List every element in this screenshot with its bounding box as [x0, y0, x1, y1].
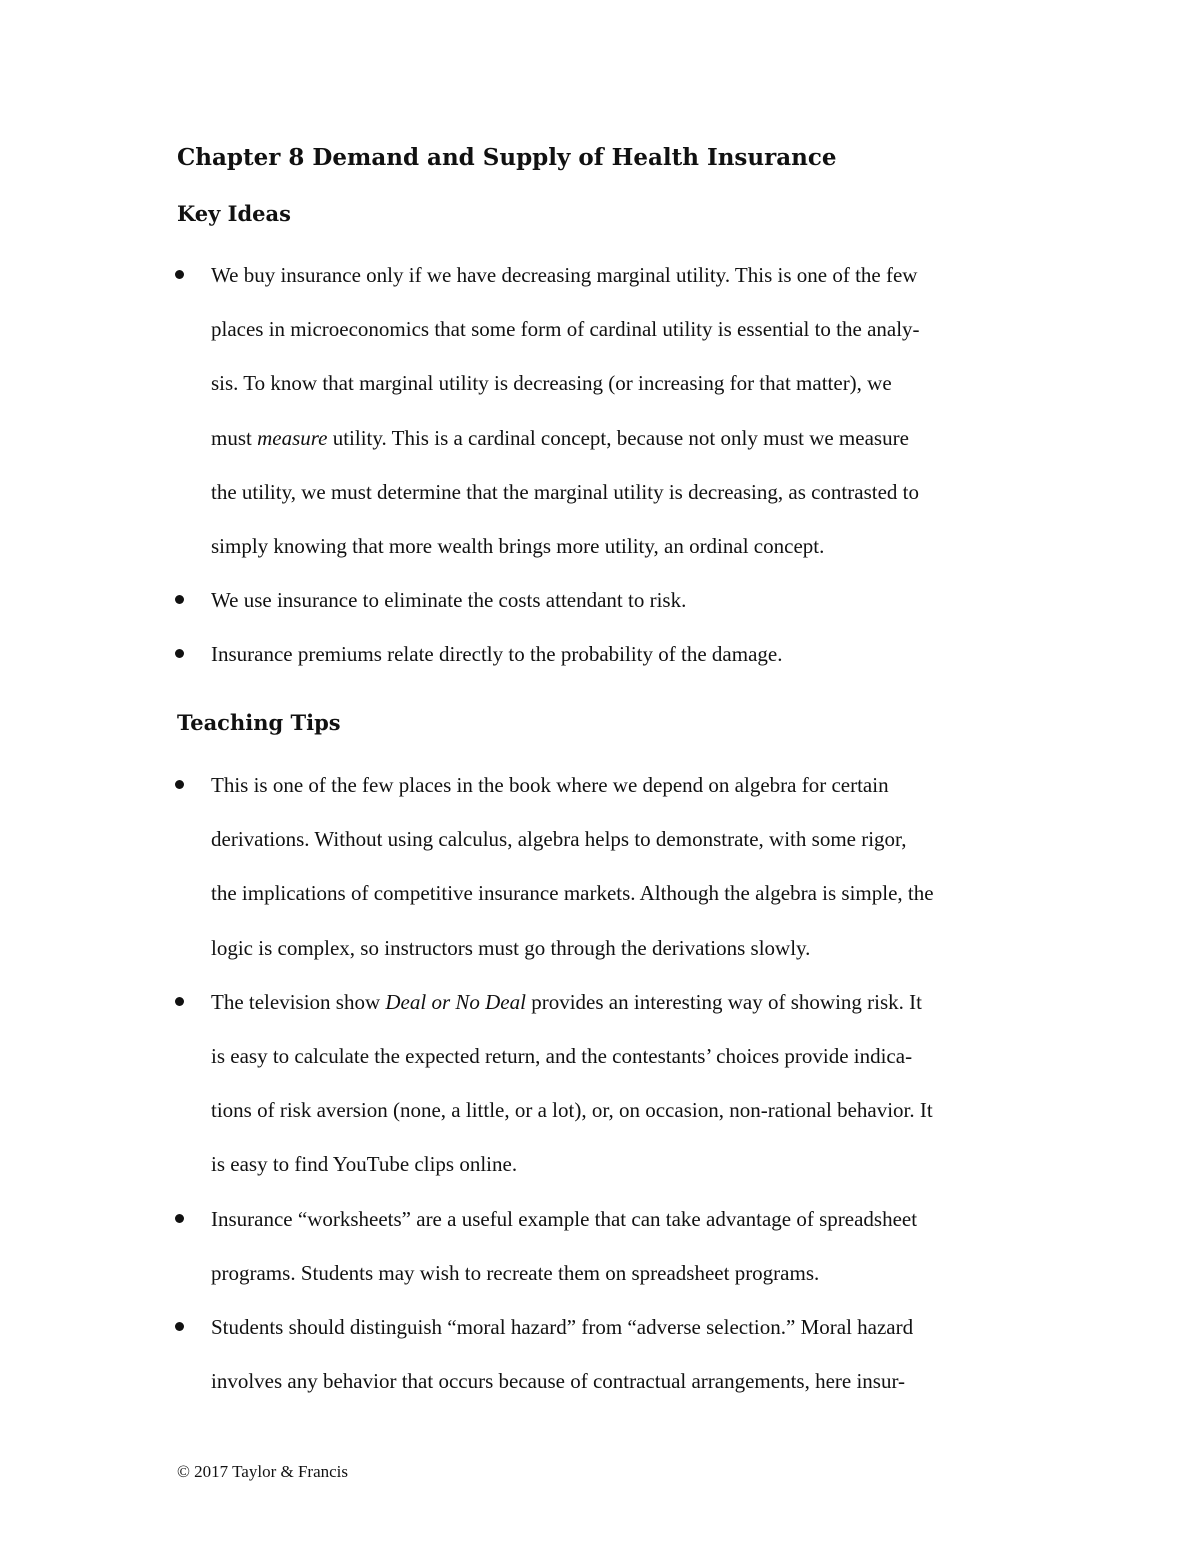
- text-line: [211, 302, 1041, 356]
- text-line: [211, 866, 1041, 920]
- text-run: This is one of the few places in the book where we depend on algebra for certain: [211, 773, 889, 797]
- text-run: tions of risk aversion (none, a little, or a lot), or, on occasion, non-rational behavior. It: [211, 1098, 933, 1123]
- teaching-tips-heading: Teaching Tips: [177, 710, 341, 735]
- text-run: The television show: [211, 989, 386, 1014]
- copyright-footer: © 2017 Taylor & Francis: [177, 1462, 349, 1481]
- italic-text: Deal or No Deal: [385, 989, 526, 1014]
- text-line: [211, 248, 1041, 302]
- text-run: logic is complex, so instructors must go through the derivations slowly.: [211, 935, 811, 960]
- text-run: sis. To know that marginal utility is decreasing (or increasing for that matter), we: [211, 371, 892, 396]
- text-run: involves any behavior that occurs because of contractual arrangements, here insur-: [211, 1369, 906, 1394]
- text-line: [211, 1246, 1041, 1300]
- text-run: simply knowing that more wealth brings more utility, an ordinal concept.: [211, 534, 825, 559]
- text-line: [211, 627, 1041, 681]
- list-item: [211, 627, 1041, 681]
- text-run: utility. This is a cardinal concept, because not only must we measure: [327, 425, 909, 450]
- text-run: derivations. Without using calculus, algebra helps to demonstrate, with some rigor,: [211, 827, 907, 852]
- bullet-icon: [175, 780, 184, 789]
- text-run: the utility, we must determine that the marginal utility is decreasing, as contrasted to: [211, 479, 919, 504]
- list-item: [211, 1192, 1041, 1300]
- list-item: [211, 573, 1041, 627]
- text-run: must: [211, 425, 258, 450]
- text-line: [211, 921, 1041, 975]
- list-item: [211, 975, 1041, 1192]
- text-run: We use insurance to eliminate the costs attendant to risk.: [211, 588, 687, 613]
- text-line: [211, 1137, 1041, 1191]
- bullet-icon: [175, 595, 184, 604]
- text-line: [211, 573, 1041, 627]
- text-line: [211, 758, 1041, 812]
- text-line: [211, 519, 1041, 573]
- text-run: provides an interesting way of showing risk. It: [525, 989, 922, 1014]
- bullet-icon: [175, 270, 184, 279]
- text-line: [211, 465, 1041, 519]
- text-run: Students should distinguish “moral hazard” from “adverse selection.” Moral hazard: [211, 1315, 914, 1340]
- text-line: [211, 975, 1041, 1029]
- text-line: [211, 1300, 1041, 1354]
- text-run: Insurance premiums relate directly to the probability of the damage.: [211, 642, 783, 667]
- key-ideas-heading: Key Ideas: [177, 201, 291, 226]
- text-run: is easy to calculate the expected return, and the contestants’ choices provide indica-: [211, 1044, 913, 1069]
- list-item: [211, 758, 1041, 975]
- list-item: [211, 1300, 1041, 1408]
- text-line: [211, 1029, 1041, 1083]
- bullet-icon: [175, 1214, 184, 1223]
- text-run: is easy to find YouTube clips online.: [211, 1152, 518, 1177]
- chapter-title: Chapter 8 Demand and Supply of Health Insurance: [177, 144, 837, 171]
- key-ideas-list: [211, 248, 1041, 682]
- text-run: Insurance “worksheets” are a useful example that can take advantage of spreadsheet: [211, 1206, 918, 1231]
- text-line: [211, 411, 1041, 465]
- text-run: places in microeconomics that some form of cardinal utility is essential to the analy-: [211, 317, 920, 342]
- text-line: [211, 812, 1041, 866]
- text-line: [211, 1192, 1041, 1246]
- teaching-tips-list: [211, 758, 1041, 1408]
- bullet-icon: [175, 1322, 184, 1331]
- text-line: [211, 1083, 1041, 1137]
- text-run: We buy insurance only if we have decreasing marginal utility. This is one of the few: [211, 263, 918, 287]
- text-run: the implications of competitive insurance markets. Although the algebra is simple, the: [211, 881, 934, 906]
- italic-text: measure: [257, 425, 328, 450]
- bullet-icon: [175, 997, 184, 1006]
- bullet-icon: [175, 649, 184, 658]
- text-line: [211, 1354, 1041, 1408]
- text-run: programs. Students may wish to recreate them on spreadsheet programs.: [211, 1260, 820, 1285]
- list-item: [211, 248, 1041, 573]
- text-line: [211, 356, 1041, 410]
